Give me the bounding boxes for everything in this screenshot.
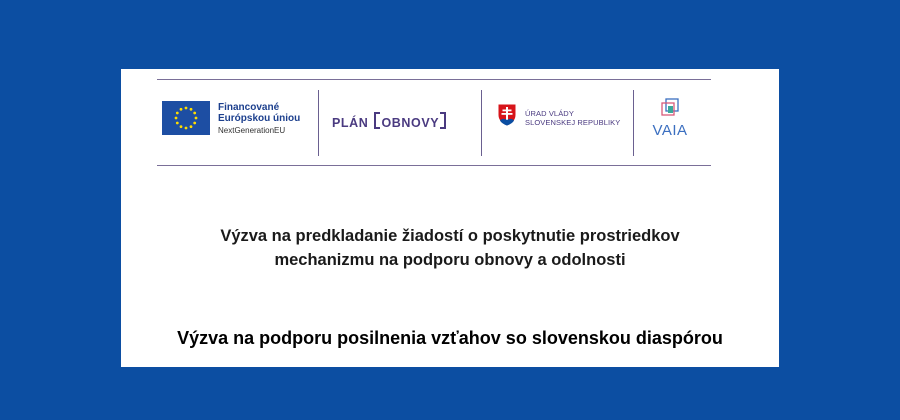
top-divider [157, 79, 711, 80]
government-logo-line2: SLOVENSKEJ REPUBLIKY [525, 118, 621, 127]
eu-logo-line3: NextGenerationEU [218, 126, 286, 135]
bracket-left-icon [374, 112, 380, 129]
vaia-mark-icon [645, 94, 695, 122]
vaia-logo [645, 94, 695, 144]
plan-logo-word2: OBNOVY [381, 116, 440, 130]
eu-logo-line2: Európskou úniou [218, 113, 301, 124]
logo-separator [318, 90, 319, 156]
eu-logo-line1: Financované [218, 102, 280, 113]
logo-separator [633, 90, 634, 156]
eu-flag-icon [162, 101, 210, 135]
government-logo-line1: ÚRAD VLÁDY [525, 109, 574, 118]
slovak-coat-of-arms-icon [497, 103, 517, 127]
bracket-right-icon [440, 112, 446, 129]
plan-obnovy-logo [332, 112, 446, 130]
page-title [121, 224, 779, 272]
call-subtitle: Výzva na podporu posilnenia vzťahov so slovenskou diaspórou [177, 328, 723, 348]
logo-separator [481, 90, 482, 156]
bottom-divider [157, 165, 711, 166]
plan-logo-word1: PLÁN [332, 116, 369, 130]
announcement-card [121, 69, 779, 367]
vaia-logo-text: VAIA [652, 122, 688, 139]
title-line2: mechanizmu na podporu obnovy a odolnosti [274, 251, 626, 269]
title-line1: Výzva na predkladanie žiadostí o poskytnutie prostriedkov [220, 227, 680, 245]
